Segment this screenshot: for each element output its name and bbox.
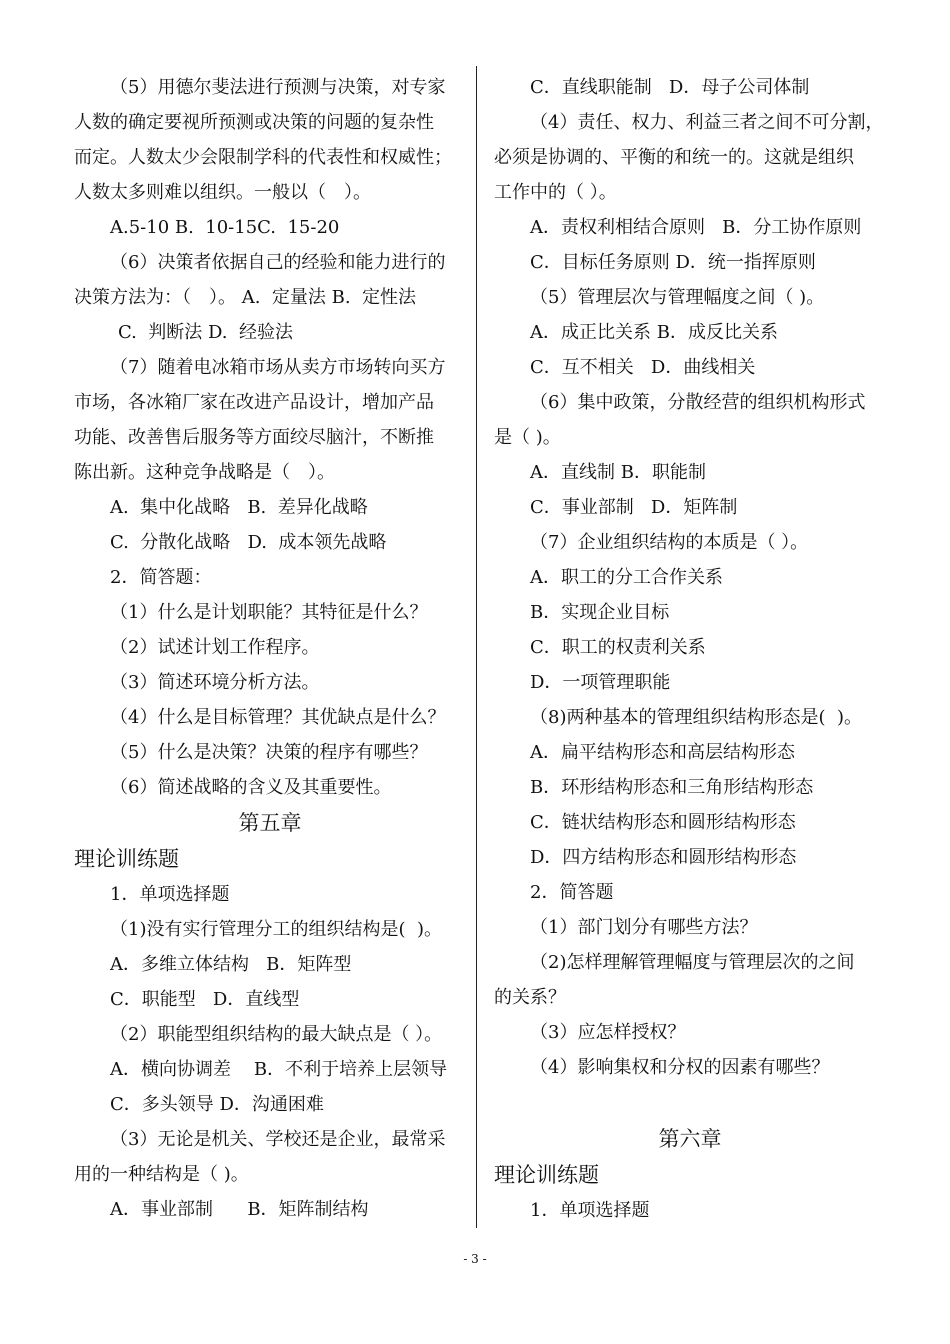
chapter-title: 第六章 <box>658 1127 722 1151</box>
text-line: 2．简答题 <box>530 882 614 903</box>
text-line: A．多维立体结构 B．矩阵型 <box>110 954 352 975</box>
text-line: B．环形结构形态和三角形结构形态 <box>530 777 814 798</box>
text-line: C．职能型 D．直线型 <box>110 989 300 1010</box>
text-line: 陈出新。这种竞争战略是（ ）。 <box>74 462 335 483</box>
text-line: （5）用德尔斐法进行预测与决策，对专家 <box>110 77 446 98</box>
text-line: （2）职能型组织结构的最大缺点是（ ）。 <box>110 1024 443 1045</box>
text-line: 用的一种结构是（ )。 <box>74 1164 249 1185</box>
column-divider <box>476 66 477 1228</box>
text-line: （4）什么是目标管理？其优缺点是什么？ <box>110 707 446 728</box>
text-line: （7）随着电冰箱市场从卖方市场转向买方 <box>110 357 446 378</box>
text-line: （3）无论是机关、学校还是企业，最常采 <box>110 1129 446 1150</box>
section-title: 理论训练题 <box>74 847 179 871</box>
text-line: （2)怎样理解管理幅度与管理层次的之间 <box>530 952 855 973</box>
text-line: 是（ )。 <box>494 427 561 448</box>
page-number: - 3 - <box>463 1252 487 1266</box>
right-column <box>494 70 886 1228</box>
text-line: A．扁平结构形态和高层结构形态 <box>530 742 795 763</box>
text-line: （4）影响集权和分权的因素有哪些？ <box>530 1057 830 1078</box>
text-line: C．事业部制 D．矩阵制 <box>530 497 738 518</box>
text-line: 人数的确定要视所预测或决策的问题的复杂性 <box>74 112 434 133</box>
text-line: （3）简述环境分析方法。 <box>110 672 320 693</box>
text-line: （1）什么是计划职能？其特征是什么？ <box>110 602 428 623</box>
text-line: C．多头领导 D．沟通困难 <box>110 1094 324 1115</box>
text-line: A.5-10 B. 10-15C. 15-20 <box>110 217 340 238</box>
chapter-title: 第五章 <box>238 811 302 835</box>
text-line: （1)没有实行管理分工的组织结构是( )。 <box>110 919 442 940</box>
text-line: A．成正比关系 B．成反比关系 <box>530 322 778 343</box>
text-line: （6）集中政策，分散经营的组织机构形式 <box>530 392 866 413</box>
text-line: 工作中的（ ）。 <box>494 182 617 203</box>
text-line: A．职工的分工合作关系 <box>530 567 723 588</box>
text-line: 人数太多则难以组织。一般以（ ）。 <box>74 182 371 203</box>
text-line: D．四方结构形态和圆形结构形态 <box>530 847 797 868</box>
text-line: C. 分散化战略 D. 成本领先战略 <box>110 532 387 553</box>
text-line: （6）决策者依据自己的经验和能力进行的 <box>110 252 446 273</box>
text-line: 而定。人数太少会限制学科的代表性和权威性； <box>74 147 452 168</box>
text-line: 功能、改善售后服务等方面绞尽脑汁，不断推 <box>74 427 434 448</box>
text-line: A．事业部制 B．矩阵制结构 <box>110 1199 369 1220</box>
text-line: C．目标任务原则 D．统一指挥原则 <box>530 252 816 273</box>
text-line: B．实现企业目标 <box>530 602 670 623</box>
text-line: D．一项管理职能 <box>530 672 671 693</box>
text-line: A. 集中化战略 B. 差异化战略 <box>110 497 368 518</box>
text-line: （6）简述战略的含义及其重要性。 <box>110 777 392 798</box>
text-line: 市场，各冰箱厂家在改进产品设计，增加产品 <box>74 392 434 413</box>
text-line: C．互不相关 D．曲线相关 <box>530 357 756 378</box>
text-line: C．直线职能制 D．母子公司体制 <box>530 77 810 98</box>
text-line: （2）试述计划工作程序。 <box>110 637 320 658</box>
text-line: C．职工的权责利关系 <box>530 637 706 658</box>
left-column <box>74 70 466 1227</box>
text-line: 1．单项选择题 <box>110 884 230 905</box>
spacer <box>494 1085 886 1121</box>
text-line: （5）管理层次与管理幅度之间（ )。 <box>530 287 825 308</box>
text-line: C．链状结构形态和圆形结构形态 <box>530 812 796 833</box>
text-line: （3）应怎样授权？ <box>530 1022 686 1043</box>
text-line: （1）部门划分有哪些方法？ <box>530 917 758 938</box>
text-line: A．责权利相结合原则 B．分工协作原则 <box>530 217 862 238</box>
text-line: A．横向协调差 B．不利于培养上层领导 <box>110 1059 448 1080</box>
text-line: （4）责任、权力、利益三者之间不可分割， <box>530 112 884 133</box>
text-line: （5）什么是决策？决策的程序有哪些？ <box>110 742 428 763</box>
text-line: 的关系？ <box>494 987 566 1008</box>
text-line: A．直线制 B．职能制 <box>530 462 706 483</box>
section-title: 理论训练题 <box>494 1163 599 1187</box>
text-line: 1．单项选择题 <box>530 1200 650 1221</box>
text-line: C. 判断法 D. 经验法 <box>118 322 293 343</box>
text-line: （7）企业组织结构的本质是（ ）。 <box>530 532 809 553</box>
text-line: 必须是协调的、平衡的和统一的。这就是组织 <box>494 147 854 168</box>
text-line: （8)两种基本的管理组织结构形态是( )。 <box>530 707 862 728</box>
text-line: 2．简答题： <box>110 567 212 588</box>
text-line: 决策方法为：（ ）。 A. 定量法 B. 定性法 <box>74 287 416 308</box>
